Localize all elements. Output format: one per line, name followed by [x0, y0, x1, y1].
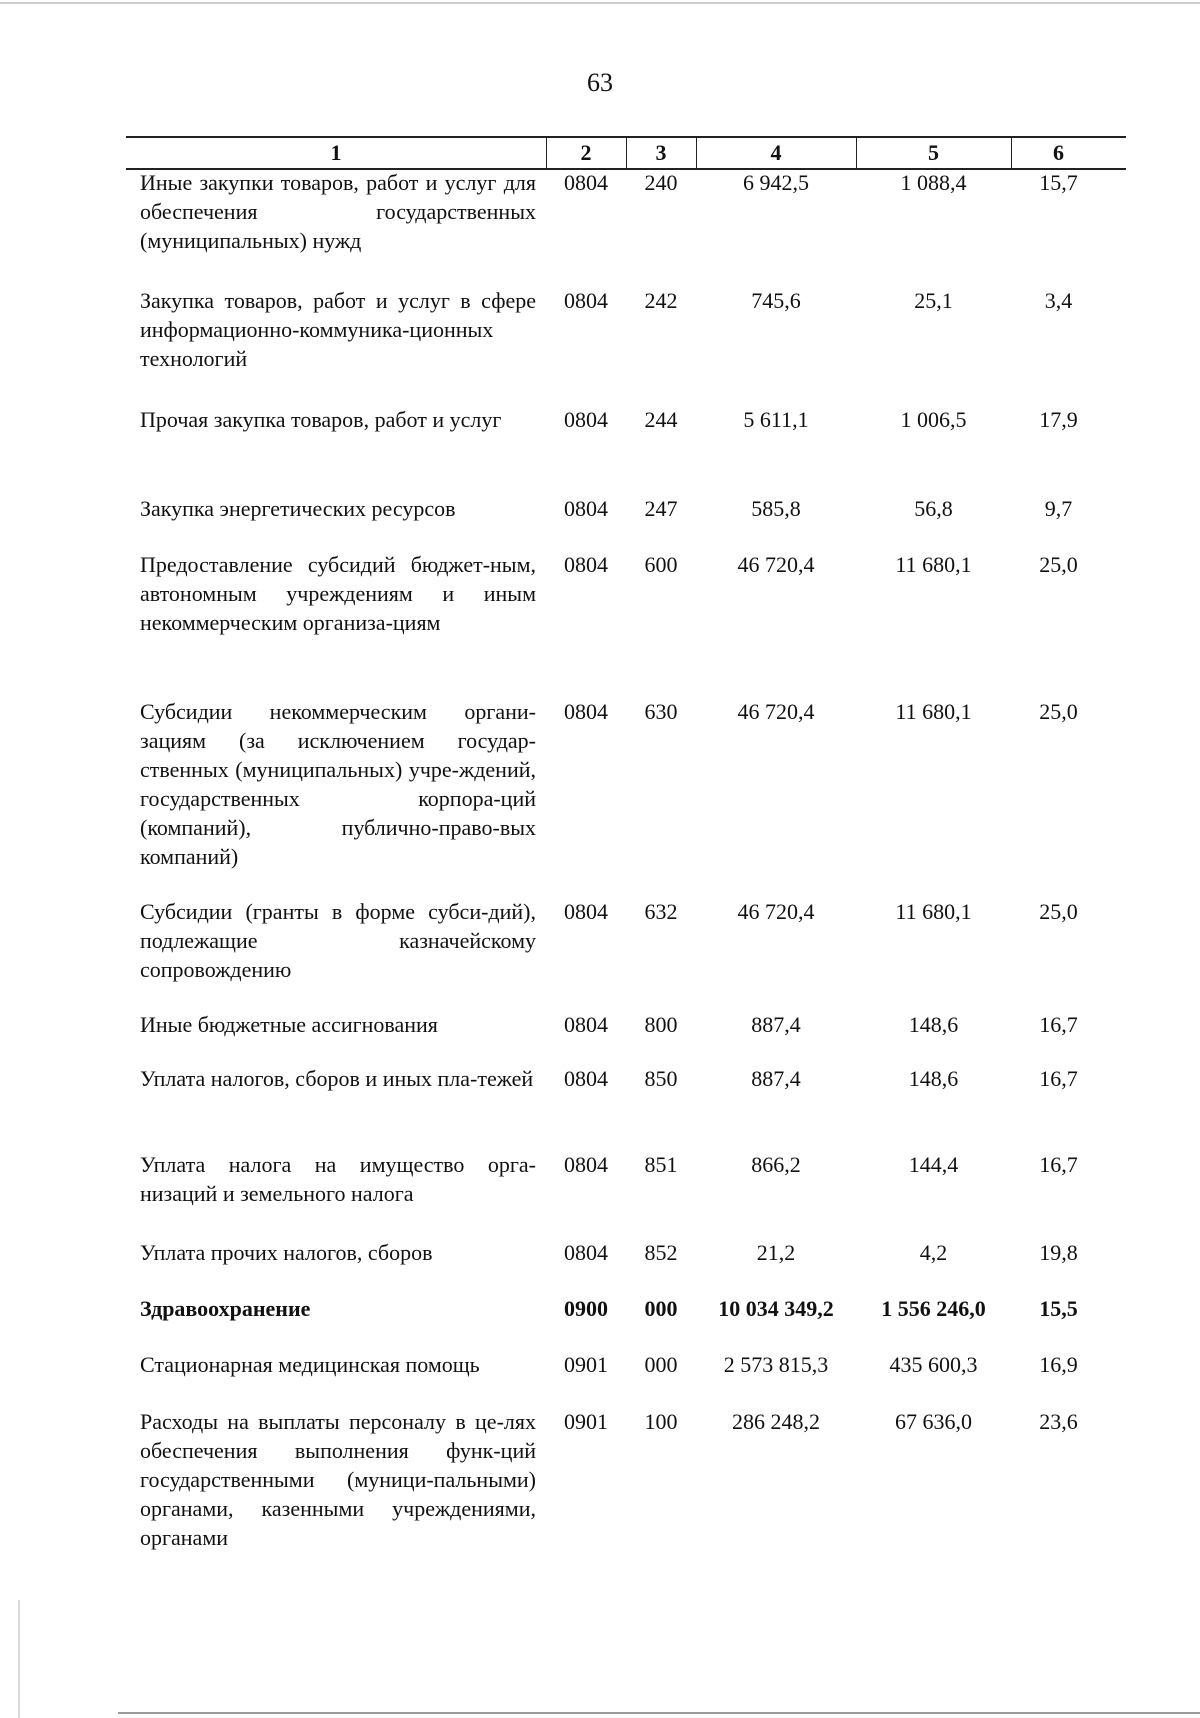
- row-code: 0804: [564, 407, 608, 432]
- row-fact: 1 088,4: [900, 170, 967, 195]
- header-col-1: 1: [330, 140, 342, 165]
- row-type: 630: [644, 699, 678, 724]
- scan-edge-left: [18, 1600, 20, 1718]
- row-code: 0900: [564, 1296, 608, 1321]
- row-type: 100: [644, 1409, 678, 1434]
- row-percent: 23,6: [1039, 1409, 1078, 1434]
- row-fact: 1 006,5: [900, 407, 967, 432]
- row-percent: 3,4: [1044, 288, 1073, 313]
- row-plan: 46 720,4: [737, 699, 815, 724]
- row-code: 0804: [564, 552, 608, 577]
- row-code: 0804: [564, 288, 608, 313]
- row-plan: 887,4: [751, 1012, 801, 1037]
- row-label: Расходы на выплаты персоналу в це-лях обеспечения выполнения функ-ций государственными (муници-пальными) органами, казенными учреждениями, органами: [140, 1409, 536, 1550]
- row-label: Здравоохранение: [140, 1296, 311, 1321]
- row-fact: 25,1: [914, 288, 953, 313]
- row-percent: 9,7: [1044, 496, 1073, 521]
- row-plan: 2 573 815,3: [723, 1352, 829, 1377]
- row-label: Уплата налога на имущество орга-низаций и земельного налога: [140, 1152, 536, 1206]
- row-label: Закупка энергетических ресурсов: [140, 496, 456, 521]
- row-fact: 1 556 246,0: [881, 1296, 986, 1321]
- row-plan: 887,4: [751, 1066, 801, 1091]
- row-type: 242: [644, 288, 678, 313]
- row-percent: 16,9: [1039, 1352, 1078, 1377]
- row-type: 000: [644, 1296, 678, 1321]
- row-percent: 16,7: [1039, 1152, 1078, 1177]
- row-percent: 25,0: [1039, 699, 1078, 724]
- row-code: 0804: [564, 1066, 608, 1091]
- row-label: Уплата прочих налогов, сборов: [140, 1240, 433, 1265]
- row-plan: 46 720,4: [737, 552, 815, 577]
- header-col-4: 4: [770, 140, 782, 165]
- row-code: 0804: [564, 1012, 608, 1037]
- row-code: 0804: [564, 699, 608, 724]
- row-code: 0804: [564, 170, 608, 195]
- row-type: 852: [644, 1240, 678, 1265]
- row-fact: 435 600,3: [889, 1352, 978, 1377]
- table-header: [126, 136, 1126, 170]
- row-plan: 21,2: [756, 1240, 796, 1265]
- row-percent: 16,7: [1039, 1012, 1078, 1037]
- row-label: Иные закупки товаров, работ и услуг для обеспечения государственных (муниципальных) нужд: [140, 170, 536, 253]
- row-percent: 16,7: [1039, 1066, 1078, 1091]
- row-fact: 148,6: [908, 1066, 959, 1091]
- row-label: Предоставление субсидий бюджет-ным, автономным учреждениям и иным некоммерческим организа-циям: [140, 552, 536, 635]
- row-plan: 745,6: [751, 288, 801, 313]
- row-fact: 144,4: [908, 1152, 959, 1177]
- row-percent: 25,0: [1039, 552, 1078, 577]
- row-label: Субсидии некоммерческим органи-зациям (за исключением государ-ственных (муниципальных) учре-ждений, государственных корпора-ций (компаний), публично-право-вых компаний): [140, 699, 536, 869]
- row-type: 632: [644, 899, 678, 924]
- row-plan: 866,2: [751, 1152, 801, 1177]
- row-plan: 5 611,1: [743, 407, 809, 432]
- scan-edge-top: [0, 2, 1200, 4]
- page-number: 63: [587, 68, 613, 97]
- row-code: 0804: [564, 899, 608, 924]
- row-code: 0901: [564, 1409, 608, 1434]
- row-code: 0804: [564, 1240, 608, 1265]
- row-type: 600: [644, 552, 678, 577]
- row-label: Иные бюджетные ассигнования: [140, 1012, 438, 1037]
- header-col-2: 2: [580, 140, 592, 165]
- row-plan: 46 720,4: [737, 899, 815, 924]
- row-type: 000: [644, 1352, 678, 1377]
- row-percent: 15,5: [1039, 1296, 1078, 1321]
- row-type: 247: [644, 496, 678, 521]
- row-label: Прочая закупка товаров, работ и услуг: [140, 407, 502, 432]
- header-col-5: 5: [928, 140, 939, 165]
- scan-edge-bottom: [118, 1712, 1200, 1714]
- row-plan: 585,8: [751, 496, 801, 521]
- row-fact: 11 680,1: [895, 899, 972, 924]
- row-code: 0901: [564, 1352, 608, 1377]
- row-label: Закупка товаров, работ и услуг в сфере информационно-коммуника-ционных технологий: [140, 288, 536, 371]
- row-fact: 11 680,1: [895, 699, 972, 724]
- row-fact: 67 636,0: [895, 1409, 972, 1434]
- row-fact: 56,8: [914, 496, 953, 521]
- row-plan: 10 034 349,2: [718, 1296, 834, 1321]
- row-type: 240: [644, 170, 678, 195]
- row-percent: 19,8: [1039, 1240, 1078, 1265]
- row-fact: 11 680,1: [895, 552, 972, 577]
- row-code: 0804: [564, 496, 608, 521]
- row-code: 0804: [564, 1152, 608, 1177]
- row-fact: 148,6: [908, 1012, 959, 1037]
- row-label: Субсидии (гранты в форме субси-дий), подлежащие казначейскому сопровождению: [140, 899, 536, 982]
- row-plan: 286 248,2: [732, 1409, 820, 1434]
- row-type: 244: [644, 407, 678, 432]
- header-col-6: 6: [1053, 140, 1064, 165]
- row-percent: 25,0: [1039, 899, 1078, 924]
- header-col-3: 3: [655, 140, 667, 165]
- budget-table: [126, 136, 1126, 170]
- row-type: 800: [644, 1012, 678, 1037]
- row-label: Уплата налогов, сборов и иных пла-тежей: [140, 1066, 534, 1091]
- row-fact: 4,2: [919, 1240, 948, 1265]
- row-label: Стационарная медицинская помощь: [140, 1352, 480, 1377]
- row-type: 851: [644, 1152, 678, 1177]
- row-percent: 17,9: [1039, 407, 1078, 432]
- row-plan: 6 942,5: [743, 170, 809, 195]
- row-type: 850: [644, 1066, 678, 1091]
- row-percent: 15,7: [1039, 170, 1078, 195]
